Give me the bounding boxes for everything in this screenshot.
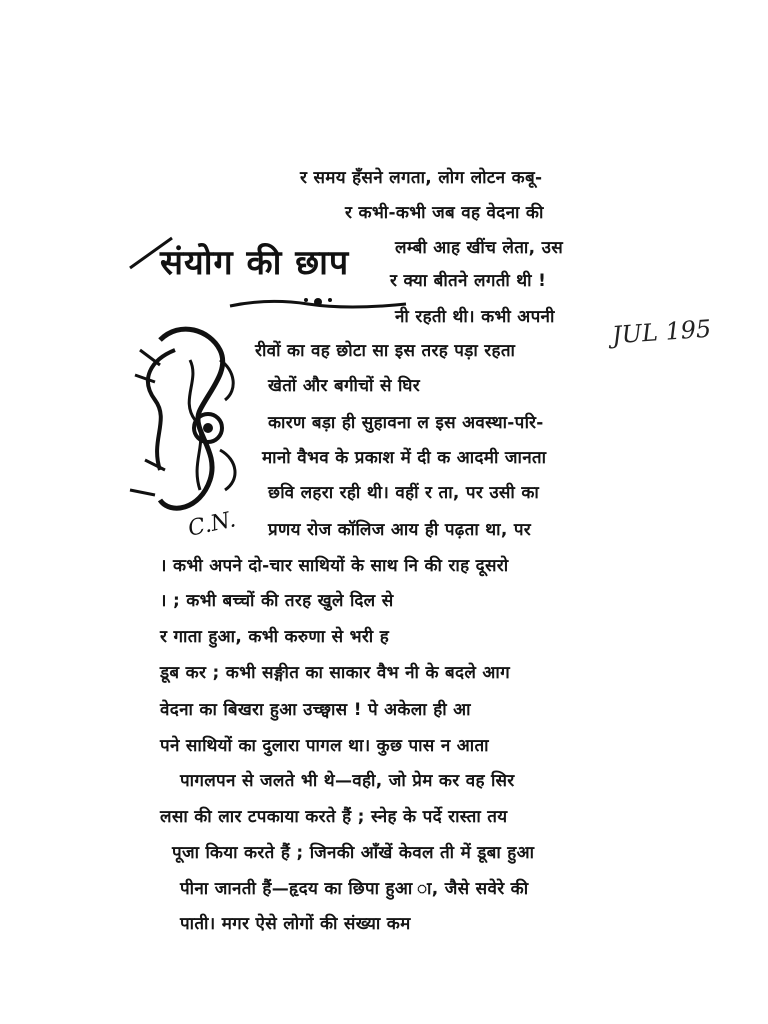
text-line: पाती। मगर ऐसे लोगों की संख्या कम bbox=[180, 914, 411, 934]
text-line: प्रणय रोज कॉलिज आय ही पढ़ता था, पर bbox=[268, 520, 532, 540]
text-line: लम्बी आह खींच लेता, उस bbox=[395, 238, 564, 258]
story-title: संयोग की छाप bbox=[160, 243, 350, 283]
text-line: पागलपन से जलते भी थे—वही, जो प्रेम कर वह सिर bbox=[180, 771, 515, 791]
text-line: कारण बड़ा ही सुहावना ल इस अवस्था-परि- bbox=[268, 413, 544, 433]
text-line: खेतों और बगीचों से घिर bbox=[268, 376, 420, 396]
text-line: र क्या बीतने लगती थी ! bbox=[390, 271, 547, 291]
text-line: लसा की लार टपकाया करते हैं ; स्नेह के पर्दे रास्ता तय bbox=[160, 807, 508, 827]
text-line: र कभी-कभी जब वह वेदना की bbox=[345, 203, 544, 223]
text-line: । ; कभी बच्चों की तरह खुले दिल से bbox=[160, 591, 394, 611]
date-stamp: JUL 195 bbox=[611, 314, 713, 350]
text-line: पूजा किया करते हैं ; जिनकी आँखें केवल ती में डूबा हुआ bbox=[172, 843, 535, 863]
text-line: वेदना का बिखरा हुआ उच्छ्वास ! पे अकेला ही आ bbox=[160, 700, 471, 720]
floral-illustration bbox=[120, 320, 250, 520]
text-line: मानो वैभव के प्रकाश में दी क आदमी जानता bbox=[262, 448, 547, 468]
handwritten-initials: C.N. bbox=[185, 507, 238, 542]
text-line: पीना जानती हैं—हृदय का छिपा हुआ ा, जैसे सवेरे की bbox=[180, 879, 529, 899]
text-line: । कभी अपने दो-चार साथियों के साथ नि की राह दूसरो bbox=[160, 556, 509, 576]
text-line: पने साथियों का दुलारा पागल था। कुछ पास न आता bbox=[160, 736, 489, 756]
text-line: र समय हँसने लगता, लोग लोटन कबू- bbox=[300, 168, 543, 188]
text-line: छवि लहरा रही थी। वहीं र ता, पर उसी का bbox=[268, 483, 540, 503]
text-line: रीवों का वह छोटा सा इस तरह पड़ा रहता bbox=[255, 341, 516, 361]
text-line: र गाता हुआ, कभी करुणा से भरी ह bbox=[160, 627, 390, 647]
title-divider-ornament bbox=[228, 292, 408, 316]
text-line: नी रहती थी। कभी अपनी bbox=[395, 307, 555, 327]
text-line: डूब कर ; कभी सङ्गीत का साकार वैभ नी के बदले आग bbox=[160, 663, 510, 683]
